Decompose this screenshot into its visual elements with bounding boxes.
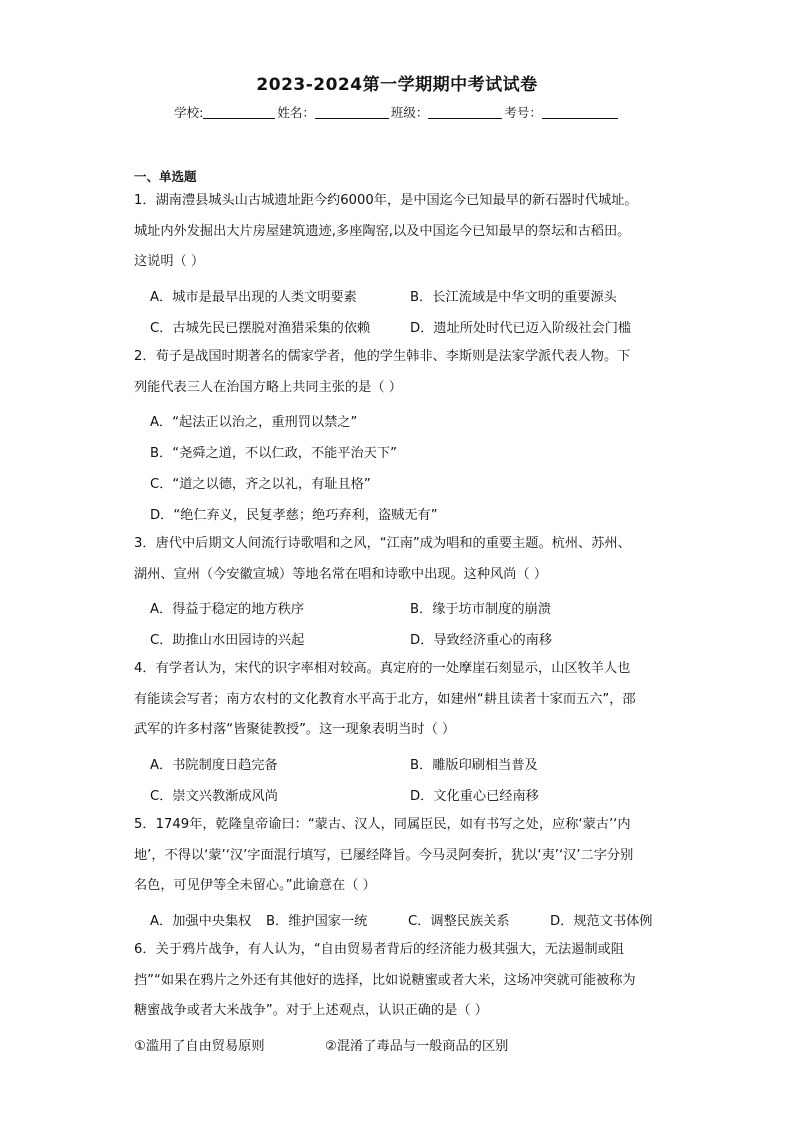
question-2 xyxy=(134,342,674,403)
q2-option-d[interactable]: D．“绝仁弃义，民复孝慈；绝巧弃利，盗贼无有” xyxy=(150,508,438,523)
q4-option-b[interactable]: B．雕版印刷相当普及 xyxy=(410,758,538,773)
school-label: 学校: xyxy=(174,105,204,120)
question-line: 列能代表三人在治国方略上共同主张的是（ ） xyxy=(134,379,402,395)
question-line: 4．有学者认为，宋代的识字率相对较高。真定府的一处摩崖石刻显示，山区牧羊人也 xyxy=(134,661,631,676)
q5-option-a[interactable]: A．加强中央集权 xyxy=(150,914,252,929)
q2-option-b[interactable]: B．“尧舜之道，不以仁政，不能平治天下” xyxy=(150,446,397,461)
question-line: 1．湖南澧县城头山古城遗址距今约6000年，是中国迄今已知最早的新石器时代城址。 xyxy=(134,193,638,208)
question-line: 有能读会写者；南方农村的文化教育水平高于北方，如建州“耕且读者十家而五六”，邵 xyxy=(134,691,636,707)
question-line: 武军的许多村落“皆聚徒教授”。这一现象表明当时（ ） xyxy=(134,722,456,737)
student-info-row xyxy=(0,103,794,121)
question-line: 2．荀子是战国时期著名的儒家学者，他的学生韩非、李斯则是法家学派代表人物。下 xyxy=(134,349,631,364)
question-line: 挡”“如果在鸦片之外还有其他好的选择，比如说糖蜜或者大米，这场冲突就可能被称为 xyxy=(134,972,636,988)
school-blank[interactable] xyxy=(203,106,275,119)
q4-option-d[interactable]: D．文化重心已经南移 xyxy=(410,789,539,804)
q4-option-a[interactable]: A．书院制度日趋完备 xyxy=(150,758,278,773)
q5-option-b[interactable]: B．维护国家一统 xyxy=(266,914,368,929)
question-line: 城址内外发掘出大片房屋建筑遗迹,多座陶窑,以及中国迄今已知最早的祭坛和古稻田。 xyxy=(134,223,631,239)
q1-option-c[interactable]: C．古城先民已摆脱对渔猎采集的依赖 xyxy=(150,321,371,336)
q1-option-d[interactable]: D．遗址所处时代已迈入阶级社会门槛 xyxy=(410,321,632,336)
q5-option-c[interactable]: C．调整民族关系 xyxy=(408,914,510,929)
q1-option-b[interactable]: B．长江流域是中华文明的重要源头 xyxy=(410,290,617,305)
name-blank[interactable] xyxy=(315,106,389,119)
question-line: 地’，不得以‘蒙’‘汉’字面混行填写，已屡经降旨。今马灵阿奏折，犹以‘夷’‘汉’二字分别 xyxy=(134,847,634,863)
q3-option-d[interactable]: D．导致经济重心的南移 xyxy=(410,633,553,648)
question-6 xyxy=(134,935,674,1027)
question-3 xyxy=(134,529,674,590)
question-line: 这说明（ ） xyxy=(134,254,205,269)
question-line: 6．关于鸦片战争，有人认为，“自由贸易者背后的经济能力极其强大，无法遏制或阻 xyxy=(134,942,624,957)
q3-option-b[interactable]: B．缘于坊市制度的崩溃 xyxy=(410,602,551,617)
question-line: 糖蜜战争或者大米战争”。对于上述观点，认识正确的是（ ） xyxy=(134,1003,488,1018)
q6-statement-2: ②混淆了毒品与一般商品的区别 xyxy=(325,1039,509,1054)
question-1 xyxy=(134,186,674,278)
class-label: 班级： xyxy=(390,105,429,120)
q3-option-c[interactable]: C．助推山水田园诗的兴起 xyxy=(150,633,305,648)
name-label: 姓名： xyxy=(277,105,315,120)
section-title: 一、单选题 xyxy=(134,169,197,184)
class-blank[interactable] xyxy=(428,106,502,119)
question-line: 湖州、宣州（今安徽宣城）等地名常在唱和诗歌中出现。这种风尚（ ） xyxy=(134,566,548,582)
q5-option-d[interactable]: D．规范文书体例 xyxy=(550,914,653,929)
q2-option-c[interactable]: C．“道之以德，齐之以礼，有耻且格” xyxy=(150,477,371,492)
exam-no-blank[interactable] xyxy=(542,106,618,119)
page-title: 2023-2024第一学期期中考试试卷 xyxy=(256,75,538,95)
q2-option-a[interactable]: A．“起法正以治之，重刑罚以禁之” xyxy=(150,415,358,430)
question-4 xyxy=(134,654,674,746)
question-line: 名色，可见伊等全未留心。”此谕意在（ ） xyxy=(134,878,376,893)
question-5 xyxy=(134,810,674,902)
q1-option-a[interactable]: A．城市是最早出现的人类文明要素 xyxy=(150,290,357,305)
q6-statement-1: ①滥用了自由贸易原则 xyxy=(134,1039,265,1054)
question-line: 3．唐代中后期文人间流行诗歌唱和之风，“江南”成为唱和的重要主题。杭州、苏州、 xyxy=(134,536,631,551)
q3-option-a[interactable]: A．得益于稳定的地方秩序 xyxy=(150,602,305,617)
q4-option-c[interactable]: C．崇文兴教渐成风尚 xyxy=(150,789,278,804)
question-line: 5．1749年，乾隆皇帝谕曰：“蒙古、汉人，同属臣民，如有书写之处，应称‘蒙古’‘内 xyxy=(134,817,631,832)
exam-no-label: 考号： xyxy=(504,105,542,120)
